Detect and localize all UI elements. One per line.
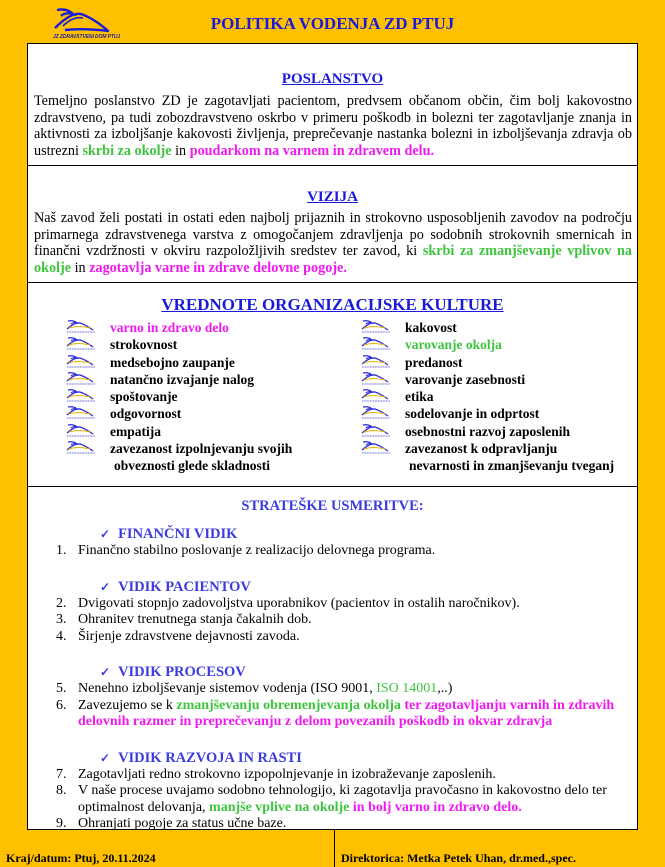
goal-number: 4. bbox=[56, 628, 67, 644]
vision-text bbox=[28, 210, 637, 276]
goal-text: Širjenje zdravstvene dejavnosti zavoda. bbox=[78, 628, 300, 644]
policy-frame bbox=[27, 43, 638, 830]
logo-bullet-icon bbox=[361, 336, 391, 350]
value-item bbox=[361, 336, 614, 353]
value-item bbox=[66, 388, 292, 405]
perspective-heading bbox=[28, 749, 637, 767]
vision-section bbox=[28, 166, 637, 283]
value-label: predanost bbox=[405, 354, 463, 370]
goal-item bbox=[28, 816, 637, 833]
vision-text-magenta: zagotavlja varne in zdrave delovne pogoje. bbox=[89, 259, 347, 276]
perspective-heading bbox=[28, 525, 637, 543]
logo-bullet-icon bbox=[361, 440, 391, 454]
value-item bbox=[361, 354, 614, 371]
value-item bbox=[66, 354, 292, 371]
logo-bullet-icon bbox=[361, 354, 391, 368]
value-item bbox=[361, 319, 614, 336]
goal-item bbox=[28, 767, 637, 784]
goal-text: Ohranitev trenutnega stanja čakalnih dob. bbox=[78, 612, 312, 627]
value-item bbox=[66, 319, 292, 336]
goal-text: Zavezujemo se k bbox=[78, 697, 173, 713]
checkmark-icon: ✓ bbox=[100, 527, 111, 541]
mission-section bbox=[28, 44, 637, 166]
value-item bbox=[66, 440, 292, 457]
value-item bbox=[361, 423, 614, 440]
mission-text-mid: in bbox=[175, 142, 187, 159]
mission-text bbox=[28, 93, 637, 159]
goal-text-magenta: ter zagotavljanju varnih in zdravih delovnih razmer in preprečevanju z delom povezanih poškodb in okvar zdravja bbox=[78, 697, 615, 729]
mission-text-plain: Temeljno poslanstvo ZD je zagotavljati pacientom, predvsem občanom občin, čim bolj kakovostno zdravstveno, pa tudi zobozdravstveno oskrbo v primeru poškodb in bolezni ter zagotavljanje znanja in aktivnosti za izboljšanje kakovosti življenja, preprečevanje nastanka bolezni in izboljševanja zdravja ob ustrezni bbox=[34, 93, 632, 159]
perspective-goal-list bbox=[28, 767, 637, 833]
goal-item bbox=[28, 543, 637, 560]
goal-number: 2. bbox=[56, 595, 67, 611]
perspective-title: VIDIK RAZVOJA IN RASTI bbox=[118, 749, 302, 766]
goal-number: 1. bbox=[56, 543, 67, 558]
goal-text-green: zmanjševanju obremenjevanja okolja bbox=[176, 697, 401, 713]
value-label: etika bbox=[405, 389, 434, 405]
value-item bbox=[66, 371, 292, 388]
mission-text-magenta: poudarkom na varnem in zdravem delu. bbox=[189, 142, 435, 159]
value-label: medsebojno zaupanje bbox=[110, 354, 235, 370]
goal-text-green: ISO 14001 bbox=[376, 681, 438, 696]
goal-text: Nenehno izboljševanje sistemov vodenja (ISO 9001, bbox=[78, 681, 373, 696]
logo-bullet-icon bbox=[361, 405, 391, 419]
value-label: sodelovanje in odprtost bbox=[405, 406, 540, 422]
checkmark-icon: ✓ bbox=[100, 665, 111, 679]
logo-bullet-icon bbox=[66, 319, 96, 333]
value-item bbox=[361, 371, 614, 388]
value-label: zavezanost k odpravljanju bbox=[405, 441, 558, 457]
perspective-heading bbox=[28, 578, 637, 596]
goal-item bbox=[28, 612, 637, 629]
perspective-goal-list bbox=[28, 681, 637, 731]
goal-text: Dvigovati stopnjo zadovoljstva uporabnikov (pacientov in ostalih naročnikov). bbox=[78, 595, 520, 611]
value-label: varno in zdravo delo bbox=[110, 320, 229, 335]
values-title: VREDNOTE ORGANIZACIJSKE KULTURE bbox=[161, 295, 504, 314]
goal-number: 8. bbox=[56, 783, 67, 798]
value-item bbox=[66, 405, 292, 422]
vision-text-plain: Naš zavod želi postati in ostati eden najbolj prijaznih in strokovno usposobljenih zavodov na področju primarnega zdravstvenega varstva z omogočanjem zdravljenja po sodobnih strokovnih smernicah in finančni vzdržnosti v okviru razpoložljivih sredstev ter zavod, ki bbox=[34, 210, 632, 259]
perspective-goal-list bbox=[28, 596, 637, 646]
value-label: kakovost bbox=[405, 320, 457, 335]
logo-bullet-icon bbox=[66, 336, 96, 350]
logo-bullet-icon bbox=[361, 319, 391, 333]
value-label: zavezanost izpolnjevanju svojih bbox=[110, 441, 293, 457]
goal-text: Ohranjati pogoje za status učne baze. bbox=[78, 816, 287, 831]
checkmark-icon: ✓ bbox=[100, 750, 111, 765]
logo-bullet-icon bbox=[66, 354, 96, 368]
value-item bbox=[66, 336, 292, 353]
logo-bullet-icon bbox=[361, 371, 391, 385]
goal-text-magenta: in bolj varno in zdravo delo. bbox=[352, 799, 522, 815]
value-item bbox=[361, 388, 614, 405]
goal-text: Finančno stabilno poslovanje z realizacijo delovnega programa. bbox=[78, 543, 436, 558]
value-label: empatija bbox=[110, 423, 161, 439]
goal-item bbox=[28, 698, 637, 731]
logo-bullet-icon bbox=[361, 388, 391, 402]
value-label: natančno izvajanje nalog bbox=[110, 371, 255, 387]
value-item-continuation: obveznosti glede skladnosti bbox=[114, 458, 271, 474]
footer-director: Direktorica: Metka Petek Uhan, dr.med.,spec. bbox=[341, 851, 576, 865]
footer-place-date: Kraj/datum: Ptuj, 20.11.2024 bbox=[6, 851, 156, 865]
goal-item bbox=[28, 596, 637, 613]
goal-item bbox=[28, 629, 637, 646]
logo-bullet-icon bbox=[66, 440, 96, 454]
goal-number: 6. bbox=[56, 697, 67, 713]
value-label: odgovornost bbox=[110, 406, 182, 422]
goal-number: 7. bbox=[56, 766, 67, 782]
perspective-title: VIDIK PROCESOV bbox=[118, 664, 246, 680]
value-label: strokovnost bbox=[110, 337, 178, 353]
value-item bbox=[361, 405, 614, 422]
goal-text: Zagotavljati redno strokovno izpopolnjevanje in izobraževanje zaposlenih. bbox=[78, 766, 496, 782]
logo-bullet-icon bbox=[66, 371, 96, 385]
value-label: varovanje okolja bbox=[405, 337, 502, 353]
value-item bbox=[361, 440, 614, 457]
logo-bullet-icon bbox=[66, 405, 96, 419]
page-header bbox=[0, 0, 665, 43]
mission-text-green: skrbi za okolje bbox=[82, 142, 172, 159]
values-left-column bbox=[66, 319, 292, 475]
values-section bbox=[28, 283, 637, 487]
goal-text-green: manjše vplive na okolje bbox=[209, 799, 350, 815]
values-right-column bbox=[361, 319, 614, 475]
goal-number: 5. bbox=[56, 681, 67, 696]
document-title: POLITIKA VODENJA ZD PTUJ bbox=[210, 14, 455, 33]
strategy-perspectives bbox=[28, 525, 637, 833]
value-label: osebnostni razvoj zaposlenih bbox=[405, 423, 571, 439]
value-label: varovanje zasebnosti bbox=[405, 371, 526, 387]
goal-item bbox=[28, 681, 637, 698]
strategy-title: STRATEŠKE USMERITVE: bbox=[241, 498, 424, 514]
logo-text: JZ ZDRAVSTVENI DOM PTUJ bbox=[53, 34, 121, 40]
perspective-title: FINANČNI VIDIK bbox=[118, 526, 238, 542]
value-item bbox=[66, 423, 292, 440]
logo-bullet-icon bbox=[361, 423, 391, 437]
perspective-goal-list bbox=[28, 543, 637, 560]
strategy-section bbox=[28, 487, 637, 830]
perspective-heading bbox=[28, 663, 637, 681]
value-label: spoštovanje bbox=[110, 389, 178, 405]
goal-text: V naše procese uvajamo sodobno tehnologijo, ki zagotavlja pravočasno in kakovostno delo ter optimalnost delovanja, bbox=[78, 783, 607, 815]
goal-item bbox=[28, 783, 637, 816]
value-item-continuation: nevarnosti in zmanjševanju tveganj bbox=[409, 458, 615, 474]
footer-divider bbox=[334, 830, 335, 867]
goal-number: 9. bbox=[56, 816, 67, 831]
goal-number: 3. bbox=[56, 612, 67, 627]
vision-text-green: skrbi za zmanjševanje vplivov na okolje bbox=[34, 243, 633, 276]
vision-title: VIZIJA bbox=[307, 189, 358, 205]
mission-title: POSLANSTVO bbox=[281, 71, 384, 87]
logo-bullet-icon bbox=[66, 423, 96, 437]
vision-text-mid: in bbox=[74, 259, 86, 276]
checkmark-icon: ✓ bbox=[100, 579, 111, 594]
logo-bullet-icon bbox=[66, 388, 96, 402]
goal-text-tail: ,..) bbox=[437, 681, 453, 696]
perspective-title: VIDIK PACIENTOV bbox=[118, 578, 251, 595]
